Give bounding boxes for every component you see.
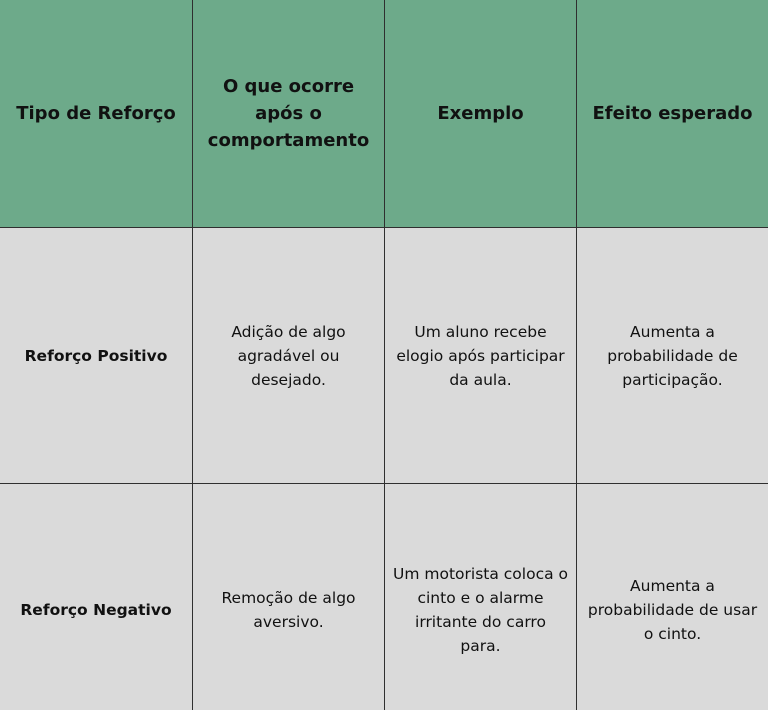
row-negativo-efeito: Aumenta a probabilidade de usar o cinto. <box>577 484 768 710</box>
row-negativo-exemplo: Um motorista coloca o cinto e o alarme irritante do carro para. <box>385 484 577 710</box>
row-negativo-ocorre: Remoção de algo aversivo. <box>193 484 385 710</box>
header-cell-exemplo: Exemplo <box>385 0 577 228</box>
row-positivo-efeito: Aumenta a probabilidade de participação. <box>577 228 768 484</box>
header-cell-tipo: Tipo de Reforço <box>0 0 193 228</box>
row-positivo-tipo: Reforço Positivo <box>0 228 193 484</box>
row-negativo-tipo: Reforço Negativo <box>0 484 193 710</box>
row-positivo-exemplo: Um aluno recebe elogio após participar da aula. <box>385 228 577 484</box>
header-cell-efeito: Efeito esperado <box>577 0 768 228</box>
header-cell-o-que-ocorre: O que ocorre após o comportamento <box>193 0 385 228</box>
row-positivo-ocorre: Adição de algo agradável ou desejado. <box>193 228 385 484</box>
